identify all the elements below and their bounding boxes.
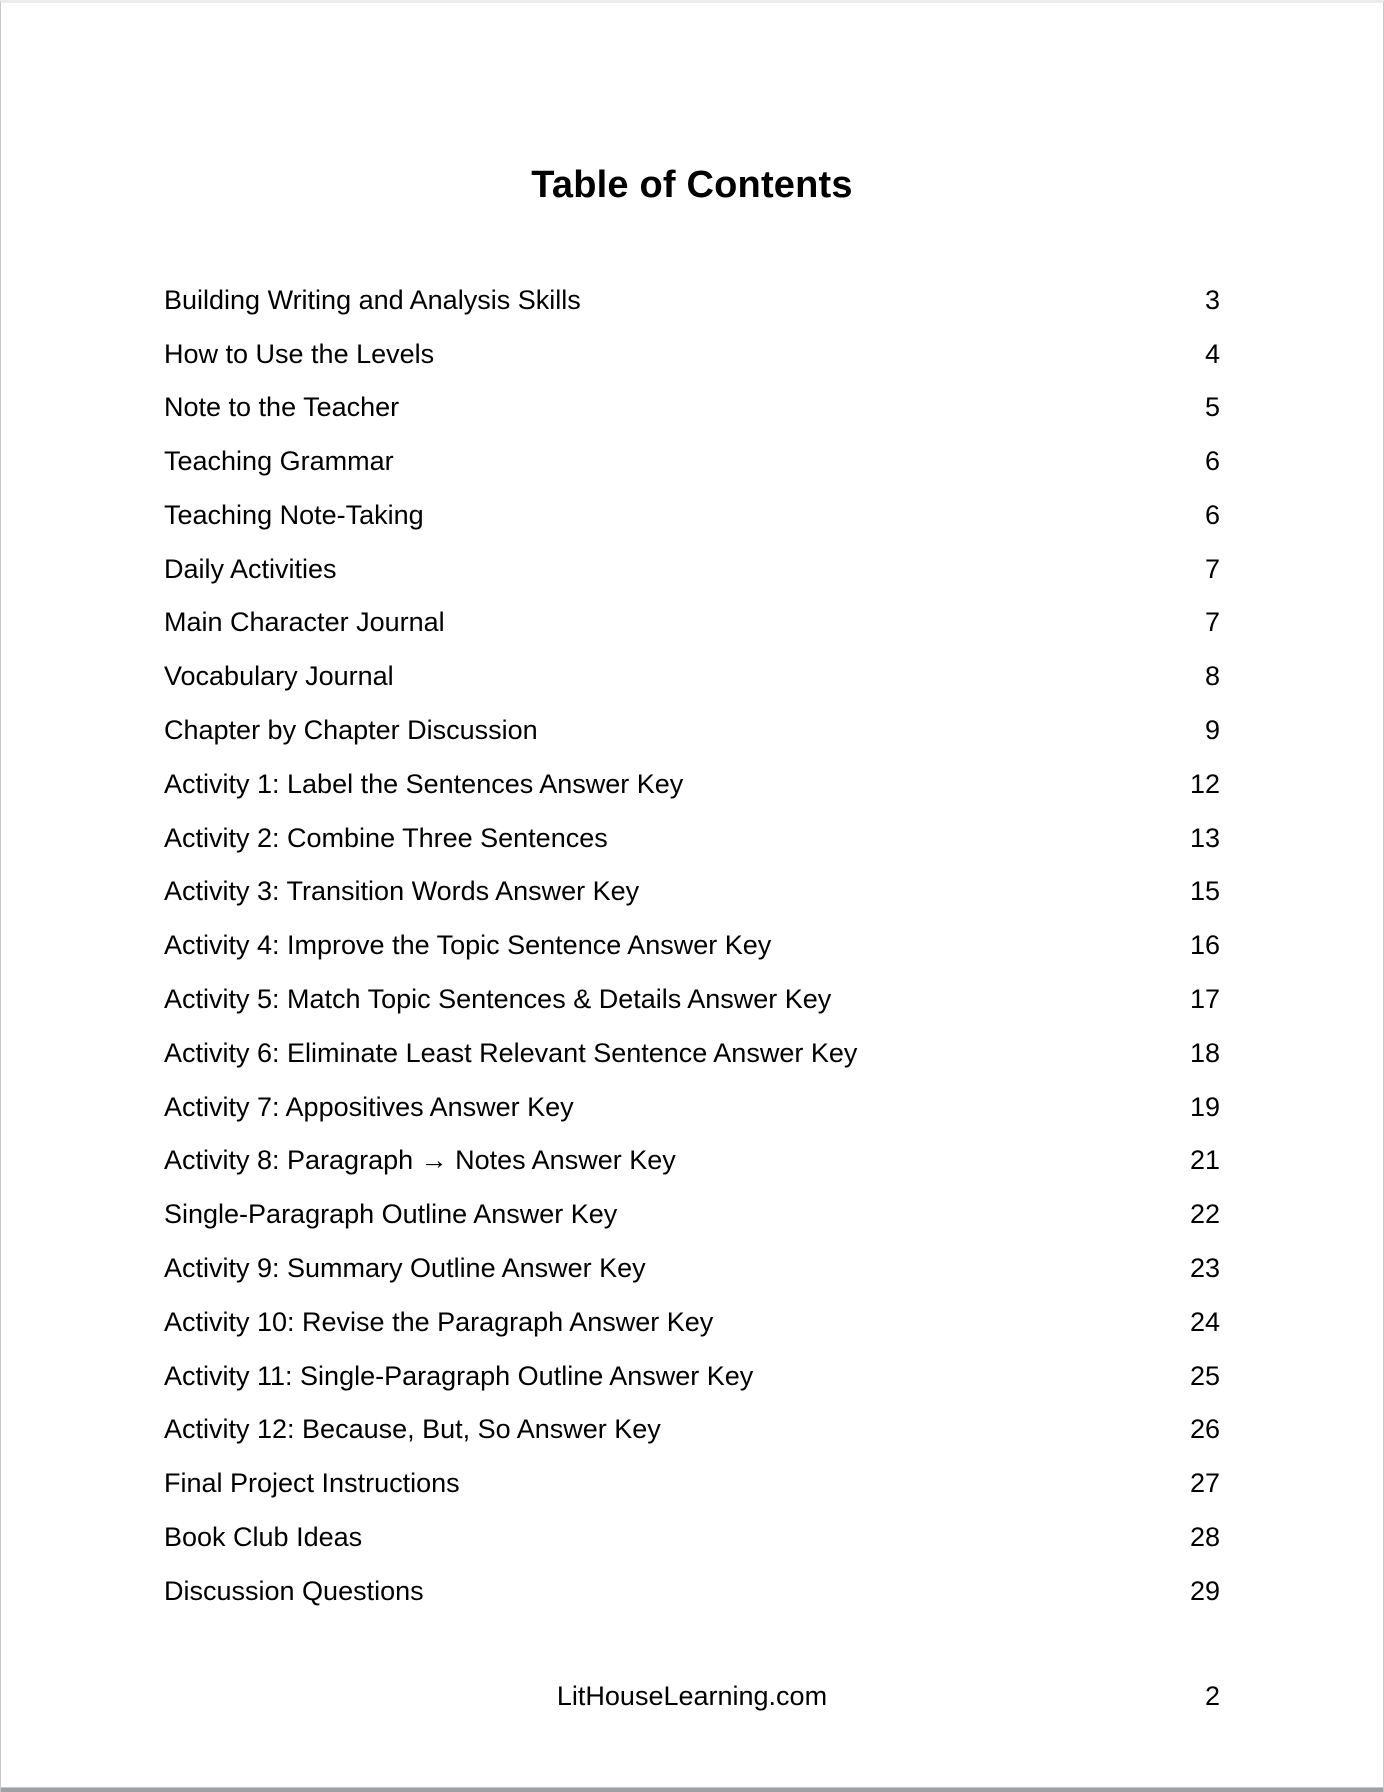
toc-entry-page-number: 21 [1189, 1145, 1220, 1176]
toc-row [164, 1403, 1220, 1457]
page-title: Table of Contents [531, 164, 853, 206]
toc-entry-page-number: 12 [1189, 768, 1220, 799]
toc-entry-label: Activity 5: Match Topic Sentences & Details Answer Key [164, 984, 832, 1015]
toc-entry-page-number: 7 [1204, 553, 1220, 584]
toc-entry-page-number: 9 [1204, 715, 1220, 746]
toc-row [164, 273, 1220, 327]
toc-row [164, 1349, 1220, 1403]
toc-entry-page-number: 24 [1189, 1306, 1220, 1337]
toc-entry-label: Main Character Journal [164, 607, 445, 638]
toc-entry-page-number: 16 [1189, 930, 1220, 961]
toc-entry-label: Activity 8: Paragraph → Notes Answer Key [164, 1145, 676, 1176]
toc-entry-page-number: 13 [1189, 822, 1220, 853]
toc-row [164, 1026, 1220, 1080]
toc-entry-label: Activity 3: Transition Words Answer Key [164, 876, 640, 907]
toc-entry-label: Activity 12: Because, But, So Answer Key [164, 1414, 661, 1445]
toc-entry-page-number: 4 [1204, 338, 1220, 369]
toc-row [164, 327, 1220, 381]
toc-entry-page-number: 29 [1189, 1575, 1220, 1606]
toc-row [164, 434, 1220, 488]
toc-entry-page-number: 18 [1189, 1037, 1220, 1068]
toc-row [164, 542, 1220, 596]
toc-row [164, 381, 1220, 435]
toc-entry-label: Single-Paragraph Outline Answer Key [164, 1199, 618, 1230]
toc-entry-label: Final Project Instructions [164, 1468, 460, 1499]
toc-row [164, 865, 1220, 919]
toc-entry-label: Activity 6: Eliminate Least Relevant Sentence Answer Key [164, 1037, 858, 1068]
toc-row [164, 1295, 1220, 1349]
toc-entry-label: Activity 7: Appositives Answer Key [164, 1091, 574, 1122]
toc-row [164, 596, 1220, 650]
toc-entry-label: Activity 9: Summary Outline Answer Key [164, 1253, 646, 1284]
toc-entry-page-number: 7 [1204, 607, 1220, 638]
toc-entry-page-number: 22 [1189, 1199, 1220, 1230]
toc-row [164, 1188, 1220, 1242]
toc-entry-label: How to Use the Levels [164, 338, 435, 369]
toc-entry-label: Building Writing and Analysis Skills [164, 284, 581, 315]
toc-entry-page-number: 15 [1189, 876, 1220, 907]
toc-entry-page-number: 19 [1189, 1091, 1220, 1122]
toc-entry-page-number: 5 [1204, 392, 1220, 423]
toc-row [164, 703, 1220, 757]
toc-entry-label: Chapter by Chapter Discussion [164, 715, 538, 746]
toc-row [164, 811, 1220, 865]
footer-page-number: 2 [1204, 1681, 1220, 1711]
toc-row [164, 1134, 1220, 1188]
toc-entry-label: Vocabulary Journal [164, 661, 394, 692]
toc-entry-page-number: 8 [1204, 661, 1220, 692]
toc-entry-page-number: 28 [1189, 1522, 1220, 1553]
toc-entry-label: Daily Activities [164, 553, 337, 584]
toc-entry-page-number: 27 [1189, 1468, 1220, 1499]
toc-entry-label: Activity 4: Improve the Topic Sentence Answer Key [164, 930, 772, 961]
page-bottom-edge [1, 1787, 1383, 1792]
toc-row [164, 1510, 1220, 1564]
toc-row [164, 1564, 1220, 1618]
toc-row [164, 1241, 1220, 1295]
page-footer [164, 1675, 1220, 1717]
toc-row [164, 1080, 1220, 1134]
toc-entry-page-number: 6 [1204, 446, 1220, 477]
toc-entry-label: Book Club Ideas [164, 1522, 363, 1553]
toc-entry-label: Discussion Questions [164, 1575, 424, 1606]
toc-row [164, 488, 1220, 542]
table-of-contents [164, 273, 1220, 1618]
toc-entry-label: Note to the Teacher [164, 392, 400, 423]
toc-entry-label: Activity 1: Label the Sentences Answer Key [164, 768, 684, 799]
footer-website: LitHouseLearning.com [556, 1681, 828, 1711]
toc-row [164, 919, 1220, 973]
toc-row [164, 1457, 1220, 1511]
toc-row [164, 757, 1220, 811]
toc-entry-label: Teaching Grammar [164, 446, 394, 477]
toc-entry-page-number: 6 [1204, 499, 1220, 530]
toc-entry-page-number: 23 [1189, 1253, 1220, 1284]
toc-entry-page-number: 25 [1189, 1360, 1220, 1391]
toc-entry-page-number: 3 [1204, 284, 1220, 315]
toc-entry-label: Activity 2: Combine Three Sentences [164, 822, 608, 853]
toc-entry-label: Activity 11: Single-Paragraph Outline Answer Key [164, 1360, 754, 1391]
toc-entry-page-number: 17 [1189, 984, 1220, 1015]
toc-entry-page-number: 26 [1189, 1414, 1220, 1445]
toc-entry-label: Teaching Note-Taking [164, 499, 424, 530]
toc-entry-label: Activity 10: Revise the Paragraph Answer Key [164, 1306, 714, 1337]
toc-row [164, 972, 1220, 1026]
toc-row [164, 650, 1220, 704]
